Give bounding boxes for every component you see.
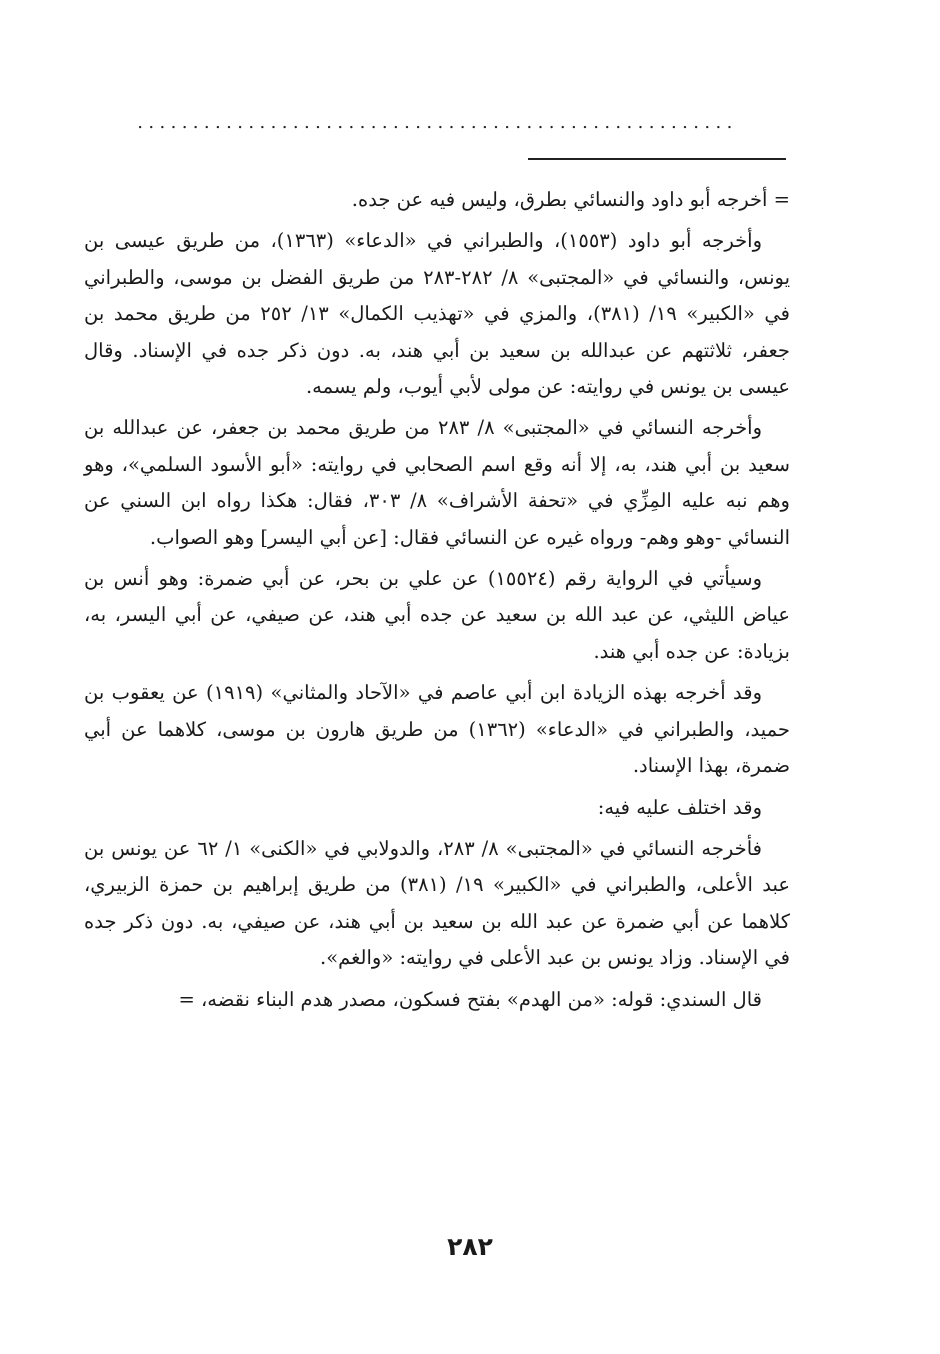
- paragraph-4: وسيأتي في الرواية رقم (١٥٥٢٤) عن علي بن بحر، عن أبي ضمرة: وهو أنس بن عياض الليثي، عن عبد الله بن سعيد عن جده أبي هند، عن صيفي، عن أبي اليسر، به، بزيادة: عن جده أبي هند.: [84, 567, 790, 663]
- separator-dots: ......................................................: [137, 112, 738, 133]
- footnote-rule: [528, 158, 786, 160]
- paragraph-6: وقد اختلف عليه فيه:: [597, 795, 762, 819]
- paragraph-3: وأخرجه النسائي في «المجتبى» ٨/ ٢٨٣ من طريق محمد بن جعفر، عن عبدالله بن سعيد بن أبي هند، به، إلا أنه وقع اسم الصحابي في روايته: «أبو الأسود السلمي»، وهو وهم نبه عليه المِزِّي في «تحفة الأشراف» ٨/ ٣٠٣، فقال: هكذا رواه ابن السني عن النسائي -وهو وهم- ورواه غيره عن النسائي فقال: [عن أبي اليسر] وهو الصواب.: [84, 416, 790, 549]
- paragraph-5: وقد أخرجه بهذه الزيادة ابن أبي عاصم في «الآحاد والمثاني» (١٩١٩) عن يعقوب بن حميد، والطبراني في «الدعاء» (١٣٦٢) من طريق هارون بن موسى، كلاهما عن أبي ضمرة، بهذا الإسناد.: [84, 681, 790, 778]
- page-number: ٢٨٢: [447, 1232, 493, 1261]
- paragraph-1: = أخرجه أبو داود والنسائي بطرق، وليس فيه عن جده.: [351, 188, 790, 211]
- paragraph-8: قال السندي: قوله: «من الهدم» بفتح فسكون، مصدر هدم البناء نقضه، =: [178, 987, 762, 1011]
- paragraph-7: فأخرجه النسائي في «المجتبى» ٨/ ٢٨٣، والدولابي في «الكنى» ١/ ٦٢ عن يونس بن عبد الأعلى، والطبراني في «الكبير» ١٩/ (٣٨١) من طريق إبراهيم بن حمزة الزبيري، كلاهما عن أبي ضمرة عن عبد الله بن سعيد بن أبي هند، عن صيفي، به. دون ذكر جده في الإسناد. وزاد يونس بن عبد الأعلى في روايته: «والغم».: [84, 836, 790, 970]
- paragraph-2: وأخرجه أبو داود (١٥٥٣)، والطبراني في «الدعاء» (١٣٦٣)، من طريق عيسى بن يونس، والنسائي في «المجتبى» ٨/ ٢٨٢-٢٨٣ من طريق الفضل بن موسى، والطبراني في «الكبير» ١٩/ (٣٨١)، والمزي في «تهذيب الكمال» ١٣/ ٢٥٢ من طريق محمد بن جعفر، ثلاثتهم عن عبدالله بن سعيد بن أبي هند، به. دون ذكر جده في الإسناد. وقال عيسى بن يونس في روايته: عن مولى لأبي أيوب، ولم يسمه.: [84, 229, 791, 399]
- footnote-text: [84, 182, 790, 1023]
